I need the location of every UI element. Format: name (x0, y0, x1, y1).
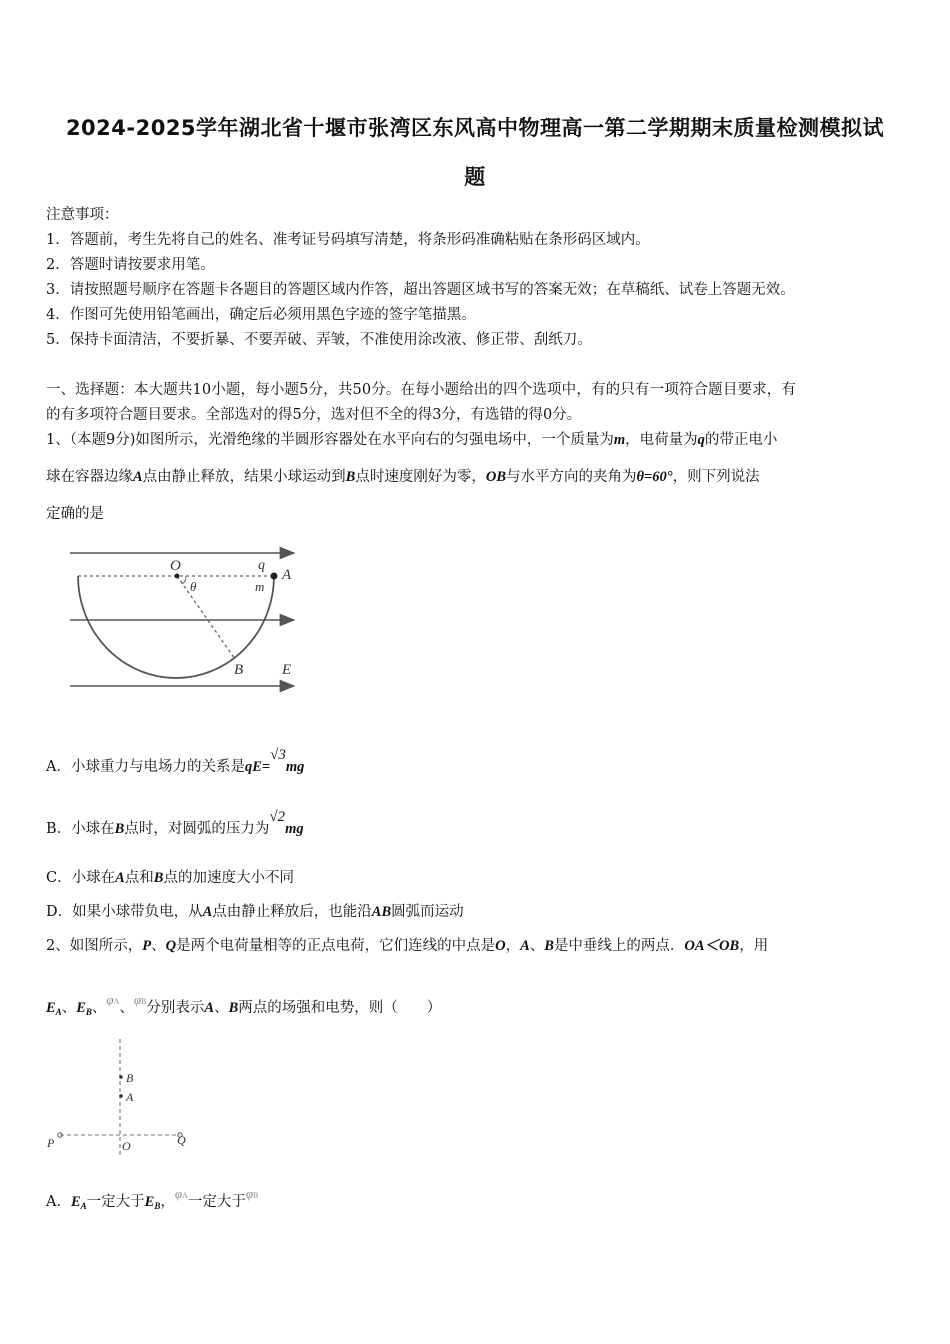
section-instructions: 一、选择题：本大题共10小题，每小题5分，共50分。在每小题给出的四个选项中，有的只有一项符合题目要求，有 (46, 382, 797, 398)
label-o: O (170, 558, 181, 574)
label-o: O (122, 1139, 131, 1153)
question-2-text: 2、如图所示，P、Q是两个电荷量相等的正点电荷，它们连线的中点是O，A、B是中垂线上的两点．OA＜OB，用 (46, 938, 769, 954)
label-m: m (255, 579, 265, 594)
point-a (119, 1094, 123, 1098)
label-b: B (126, 1071, 134, 1085)
question-1-figure (62, 540, 307, 700)
phi-b-symbol: φB (245, 1186, 259, 1201)
phi-a-symbol: φA (106, 992, 120, 1007)
label-e: E (282, 662, 292, 678)
note-item: 3．请按照题号顺序在答题卡各题目的答题区域内作答，超出答题区域书写的答案无效；在草稿纸、试卷上答题无效。 (46, 282, 795, 298)
label-q: q (258, 558, 265, 573)
phi-a-symbol: φA (174, 1186, 188, 1201)
option-1d[interactable]: D．如果小球带负电，从A点由静止释放后，也能沿AB圆弧而运动 (46, 904, 464, 920)
option-1c[interactable]: C．小球在A点和B点的加速度大小不同 (46, 870, 294, 886)
label-a: A (126, 1090, 134, 1104)
phi-b-symbol: φB (133, 992, 147, 1007)
page-title-continued: 题 (464, 165, 486, 189)
ob-dashed-line (177, 576, 235, 659)
section-instructions-continued: 的有多项符合题目要求。全部选对的得5分，选对但不全的得3分，有选错的得0分。 (46, 407, 582, 423)
note-item: 4．作图可先使用铅笔画出，确定后必须用黑色字迹的签字笔描黑。 (46, 307, 476, 323)
point-b (119, 1075, 123, 1079)
option-1a[interactable]: A．小球重力与电场力的关系是qE=√3mg (46, 747, 305, 775)
notes-heading: 注意事项： (46, 207, 119, 223)
option-1b[interactable]: B．小球在B点时，对圆弧的压力为√2mg (46, 809, 304, 837)
note-item: 5．保持卡面清洁，不要折暴、不要弄破、弄皱，不准使用涂改液、修正带、刮纸刀。 (46, 332, 592, 348)
question-1-text-line2: 球在容器边缘A点由静止释放，结果小球运动到B点时速度刚好为零，OB与水平方向的夹角为θ=60°，则下列说法 (46, 469, 760, 485)
option-2a[interactable]: A．$E_A$一定大于$E_B$，φA一定大于φB (46, 1186, 259, 1211)
label-p: P (47, 1136, 55, 1150)
question-2-text-line2: $E_A$、$E_B$、φA、φB分别表示A、B两点的场强和电势，则（ ） (46, 992, 442, 1017)
semicircle-container (78, 576, 274, 678)
question-1-text: 1、（本题9分)如图所示，光滑绝缘的半圆形容器处在水平向右的匀强电场中，一个质量为m，电荷量为q的带正电小 (46, 432, 778, 448)
label-a: A (282, 567, 292, 583)
label-theta: θ (190, 579, 197, 594)
angle-arc (182, 576, 186, 584)
question-2-figure (40, 1035, 200, 1160)
center-point-o (175, 574, 180, 579)
note-item: 1．答题前，考生先将自己的姓名、准考证号码填写清楚，将条形码准确粘贴在条形码区域内。 (46, 232, 650, 248)
label-q: Q (177, 1133, 186, 1147)
question-1-text-line3: 定确的是 (46, 506, 104, 522)
page-title: 2024-2025学年湖北省十堰市张湾区东风高中物理高一第二学期期末质量检测模拟试 (65, 116, 885, 140)
note-item: 2．答题时请按要求用笔。 (46, 257, 215, 273)
charged-ball (271, 573, 278, 580)
label-b: B (234, 662, 244, 678)
